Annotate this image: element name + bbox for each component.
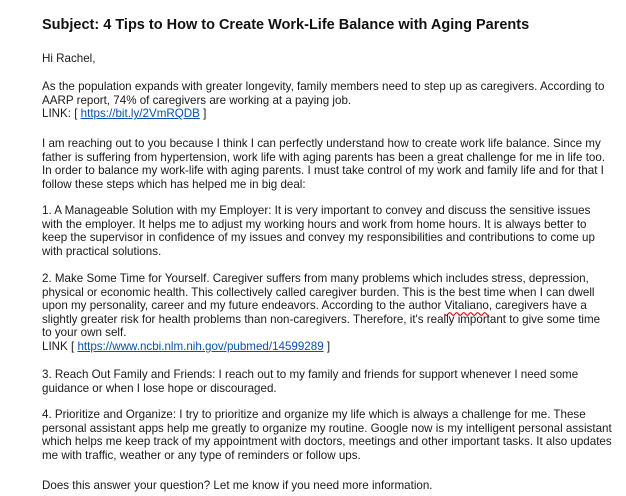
ncbi-link[interactable]: https://www.ncbi.nlm.nih.gov/pubmed/14599289	[77, 339, 324, 353]
link-suffix: ]	[323, 339, 331, 353]
tip-1: 1. A Manageable Solution with my Employer: It is very important to convey and discuss the sensitive issues with the employer. It helps me to adjust my working hours and work from home hours. It is always better to keep the supervisor in confidence of my issues and convey my responsibilities and contributions to come up with practical solutions.	[42, 204, 595, 258]
paragraph-intro	[42, 80, 612, 121]
spellcheck-word[interactable]: Vitaliano	[444, 299, 489, 313]
tip-3: 3. Reach Out Family and Friends: I reach out to my family and friends for support whenever I need some guidance or when I lose hope or discouraged.	[42, 368, 579, 395]
link-prefix: LINK [	[42, 339, 78, 353]
tip-2-text-before: 2. Make Some Time for Yourself. Caregiver suffers from many problems which includes stress, depression, physical or economic health. This collectively called caregiver burden. This is the best time when I can dwell upon my personality, career and my future endeavors. According to the author	[42, 272, 595, 313]
link-prefix: LINK: [	[42, 107, 81, 121]
paragraph-reaching-out: I am reaching out to you because I think I can perfectly understand how to create work life balance. Since my father is suffering from hypertension, work life with aging parents has been a great challenge for me in life too. In order to balance my work-life with aging parents. I must take control of my work and family life and for that I follow these steps which has helped me in big deal:	[42, 137, 606, 191]
email-subject: Subject: 4 Tips to How to Create Work-Life Balance with Aging Parents	[42, 17, 530, 33]
tip-2-text-after: , caregivers have a slightly greater risk for health problems than non-caregivers. Therefore, it's really important to give some time to your own self.	[42, 299, 601, 340]
tip-4: 4. Prioritize and Organize: I try to prioritize and organize my life which is always a challenge for me. These personal assistant apps help me greatly to organize my routine. Google now is my intelligent personal assistant which helps me keep track of my appointment with doctors, meetings and other important tasks. It also updates me with traffic, weather or any type of reminders or follow ups.	[42, 408, 612, 462]
paragraph-intro-text: As the population expands with greater longevity, family members need to step up as caregivers. According to AARP report, 74% of caregivers are working at a paying job.	[42, 80, 605, 107]
email-greeting: Hi Rachel,	[42, 52, 96, 65]
email-closing: Does this answer your question? Let me know if you need more information.	[42, 479, 433, 492]
tip-2	[42, 272, 612, 354]
aarp-link[interactable]: https://bit.ly/2VmRQDB	[80, 107, 200, 121]
link-suffix: ]	[199, 107, 207, 121]
